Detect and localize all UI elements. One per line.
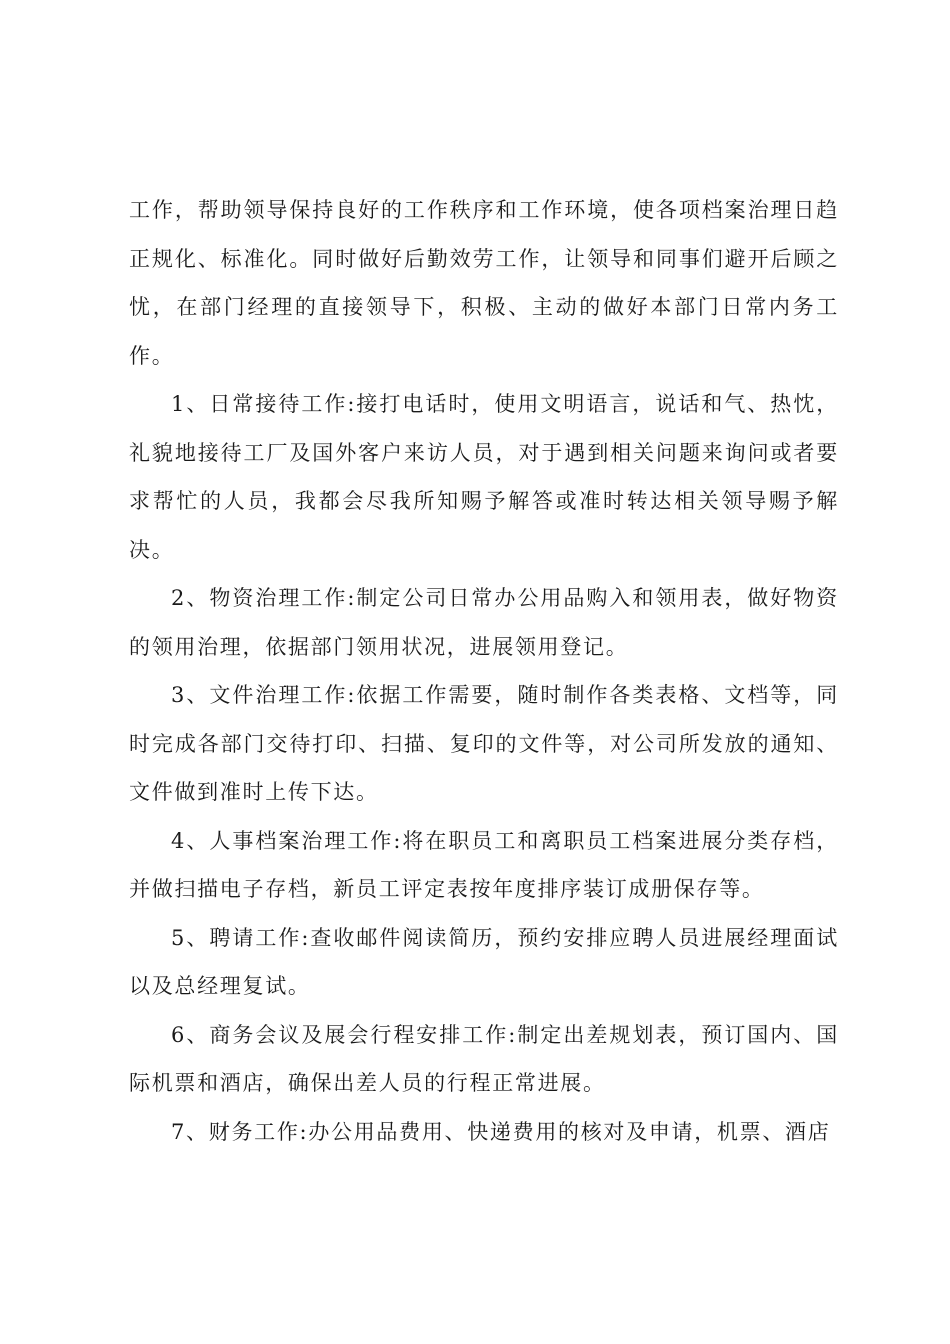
paragraph-continuation: 工作，帮助领导保持良好的工作秩序和工作环境，使各项档案治理日趋正规化、标准化。同时做好后勤效劳工作，让领导和同事们避开后顾之忧，在部门经理的直接领导下，积极、主动的做好本部门日常内务工作。 [129, 198, 839, 368]
paragraph-finance-work: 7、财务工作:办公用品费用、快递费用的核对及申请，机票、酒店 [171, 1119, 831, 1144]
paragraph-supplies-management: 2、物资治理工作:制定公司日常办公用品购入和领用表，做好物资的领用治理，依据部门领用状况，进展领用登记。 [129, 586, 839, 659]
paragraph-personnel-archives: 4、人事档案治理工作:将在职员工和离职员工档案进展分类存档，并做扫描电子存档，新员工评定表按年度排序装订成册保存等。 [129, 828, 839, 901]
paragraph-recruitment: 5、聘请工作:查收邮件阅读简历，预约安排应聘人员进展经理面试以及总经理复试。 [129, 925, 839, 998]
paragraph-reception-work: 1、日常接待工作:接打电话时，使用文明语言，说话和气、热忱，礼貌地接待工厂及国外客户来访人员，对于遇到相关问题来询问或者要求帮忙的人员，我都会尽我所知赐予解答或准时转达相关领导赐予解决。 [129, 392, 839, 562]
paragraph-file-management: 3、文件治理工作:依据工作需要，随时制作各类表格、文档等，同时完成各部门交待打印、扫描、复印的文件等，对公司所发放的通知、文件做到准时上传下达。 [129, 683, 839, 804]
document-body [129, 186, 839, 1156]
paragraph-business-travel: 6、商务会议及展会行程安排工作:制定出差规划表，预订国内、国际机票和酒店，确保出差人员的行程正常进展。 [129, 1022, 839, 1095]
